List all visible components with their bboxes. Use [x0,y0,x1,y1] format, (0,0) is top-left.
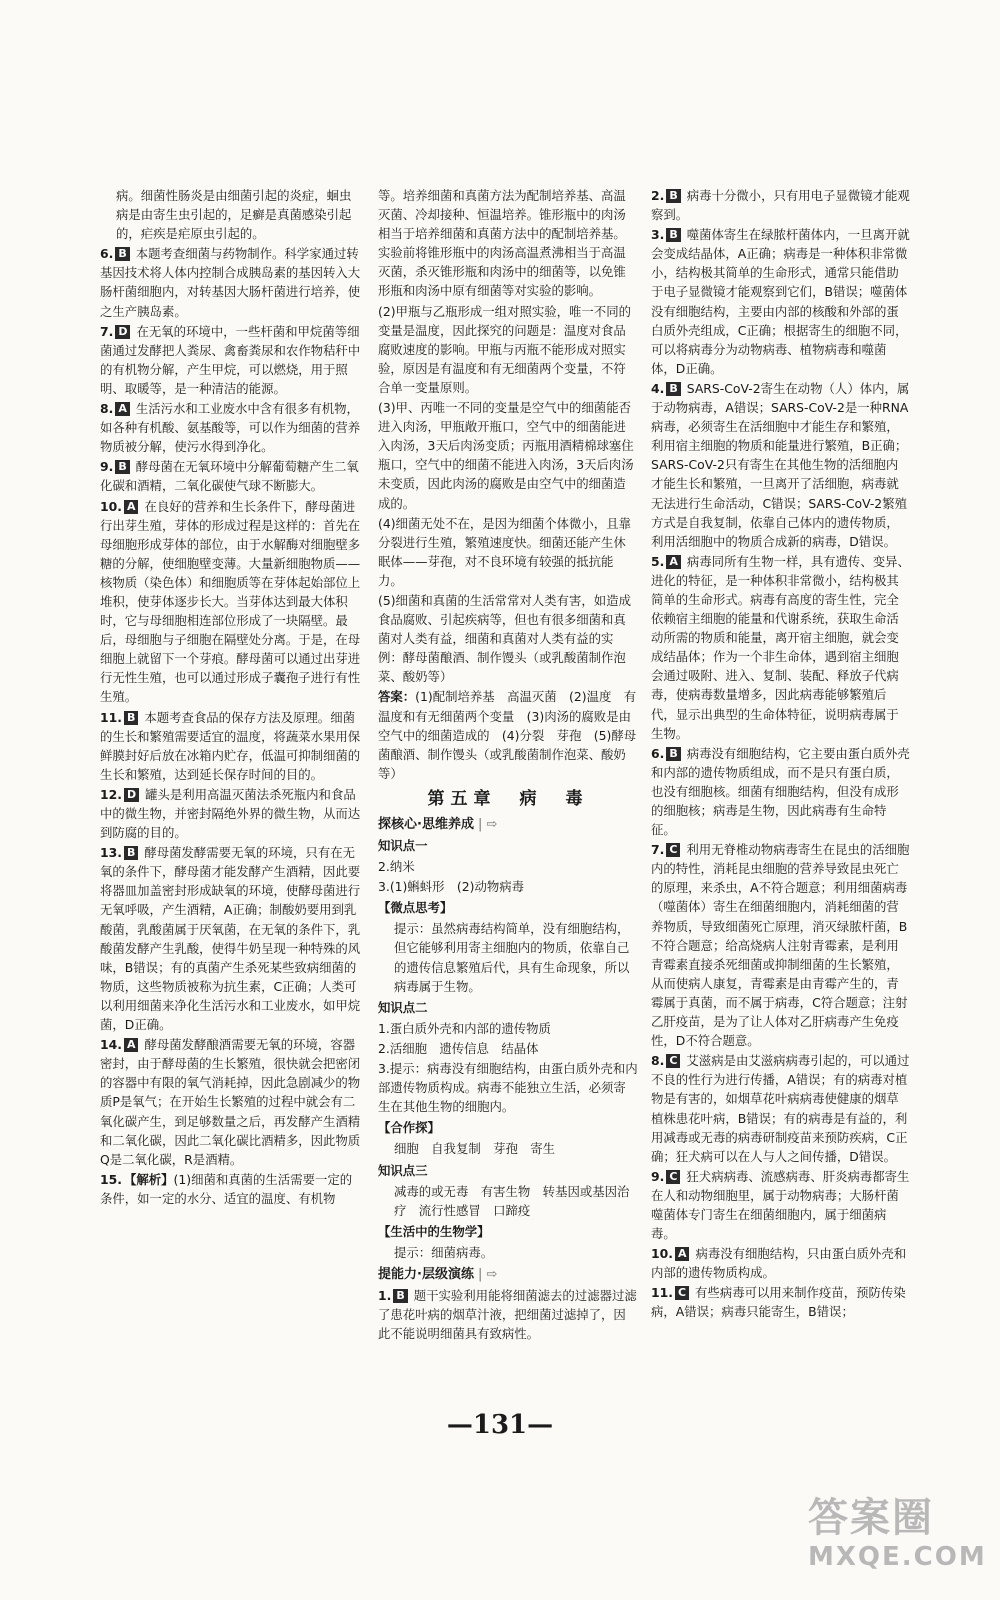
question-number: 10. [651,1246,673,1262]
answer-item [651,1167,910,1243]
answer-item [651,840,910,1050]
knowledge-point-heading: 知识点一 [378,838,428,853]
question-number: 9. [651,1168,665,1184]
section-heading-text: 探核心·思维养成 [378,816,474,832]
paragraph: 3.(1)蝌蚪形 (2)动物病毒 [378,879,525,895]
answer-item [100,708,362,784]
answer-badge: A [124,1038,139,1052]
page-number: —131— [446,1410,554,1440]
answer-badge: B [115,247,129,261]
answer-item [100,186,362,243]
answer-badge: A [115,402,130,416]
answer-item [651,744,910,839]
question-number: 8. [651,1053,665,1069]
answer-badge: B [666,189,680,203]
box-heading: 【合作探】 [378,1120,440,1136]
answer-text: 酵母菌发酵需要无氧的环境，只有在无氧的条件下，酵母菌才能发酵产生酒精，因此要将器皿加盖密封形成缺氧的环境，使酵母菌进行无氧呼吸，产生酒精，A正确；制酸奶要用到乳酸菌，乳酸菌属于厌氧菌，在无氧的条件下，乳酸菌发酵产生乳酸，使得牛奶呈现一种特殊的风味，B错误；有的真菌产生杀死某些致病细菌的物质，这些物质被称为抗生素，C正确；人类可以利用细菌来净化生活污水和工业废水，如甲烷菌，D正确。 [100,845,361,1033]
answer-item [378,1286,638,1343]
paragraph: 2.纳米 [378,859,415,875]
answer-badge: C [666,843,680,857]
answer-badge: A [666,555,681,569]
answer-text: 本题考查食品的保存方法及原理。细菌的生长和繁殖需要适宜的温度，将蔬菜水果用保鲜膜封好后放在冰箱内贮存，低温可抑制细菌的生长和繁殖，达到延长保存时间的目的。 [100,709,361,782]
answer-text: 艾滋病是由艾滋病病毒引起的，可以通过不良的性行为进行传播，A错误；有的病毒对植物是有害的，如烟草花叶病病毒使健康的烟草植株患花叶病，B错误；有的病毒是有益的，利用减毒或无毒的病毒研制疫苗来预防疾病，C正确；狂犬病可以在人与人之间传播，D错误。 [651,1053,910,1164]
answer-badge: C [675,1286,689,1300]
column-right [651,186,910,1323]
paragraph: 等。培养细菌和真菌方法为配制培养基、高温灭菌、冷却接种、恒温培养。锥形瓶中的肉汤相当于培养细菌和真菌方法中的配制培养基。实验前将锥形瓶中的肉汤高温煮沸相当于高温灭菌，杀灭锥形瓶和肉汤中的细菌等，以免锥形瓶和肉汤中原有细菌等对实验的影响。 [378,188,626,299]
answer-summary-text: (1)配制培养基 高温灭菌 (2)温度 有温度和有无细菌两个变量 (3)肉汤的腐败是由空气中的细菌造成的 (4)分裂 芽孢 (5)酵母菌酿酒、制作馒头（或乳酸菌制作泡菜、酸奶等） [378,689,637,781]
answer-text: 酵母菌在无氧环境中分解葡萄糖产生二氧化碳和酒精，二氧化碳使气球不断膨大。 [100,459,359,494]
answer-text: 利用无脊椎动物病毒寄生在昆虫的活细胞内的特性，消耗昆虫细胞的营养导致昆虫死亡的原理，来杀虫，A不符合题意；利用细菌病毒（噬菌体）寄生在细菌细胞内，消耗细菌的营养物质，导致细菌死亡原理，消灭绿脓杆菌，B不符合题意；给高烧病人注射青霉素，是利用青霉素直接杀死细菌或抑制细菌的生长繁殖，从而使病人康复，青霉素是由青霉产生的，青霉属于真菌，而不属于病毒，C符合题意；注射乙肝疫苗，是为了让人体对乙肝病毒产生免疫性，D不符合题意。 [651,842,910,1049]
answer-item [100,457,362,495]
answer-item [651,186,910,224]
arrow-icon: | ⇨ [477,1266,498,1282]
paragraph: 3.提示：病毒没有细胞结构，由蛋白质外壳和内部遗传物质构成。病毒不能独立生活，必须寄生在其他生物的细胞内。 [378,1061,638,1115]
box-heading: 【微点思考】 [378,900,453,916]
answer-item [651,1283,910,1321]
column-middle [378,186,638,1344]
answer-text: SARS-CoV-2寄生在动物（人）体内，属于动物病毒，A错误；SARS-CoV-2是一种RNA病毒，必须寄生在活细胞中才能生存和繁殖，利用宿主细胞的物质和能量进行繁殖，B正确；SARS-CoV-2只有寄生在其他生物的活细胞内才能生长和繁殖，一旦离开了活细胞，病毒就无法进行生命活动，C错误；SARS-CoV-2繁殖方式是自我复制，依靠自己体内的遗传物质，利用活细胞中的物质合成新的病毒，D错误。 [651,380,910,549]
answer-item [100,399,362,456]
watermark-url: MXQE.COM [808,1542,987,1572]
answer-item [651,1051,910,1166]
column-left [100,186,362,1209]
answer-text: 题干实验利用能将细菌滤去的过滤器过滤了患花叶病的烟草汁液，把细菌过滤掉了，因此不能说明细菌具有致病性。 [378,1288,637,1342]
answer-item [100,244,362,320]
question-number: 8. [100,401,114,417]
answer-text: 生活污水和工业废水中含有很多有机物，如各种有机酸、氨基酸等，可以作为细菌的营养物质被分解，使污水得到净化。 [100,401,361,455]
question-number: 5. [651,553,665,569]
box-heading: 【生活中的生物学】 [378,1223,490,1239]
paragraph: (2)甲瓶与乙瓶形成一组对照实验，唯一不同的变量是温度，因此探究的问题是：温度对食品腐败速度的影响。甲瓶与丙瓶不能形成对照实验，原因是有温度和有无细菌两个变量，不符合单一变量原则。 [378,303,631,395]
paragraph: 1.蛋白质外壳和内部的遗传物质 [378,1020,551,1036]
paragraph: 提示：虽然病毒结构简单，没有细胞结构，但它能够利用寄主细胞内的物质，依靠自己的遗传信息繁殖后代，具有生命现象，所以病毒属于生物。 [394,921,630,994]
answer-text: 病毒十分微小，只有用电子显微镜才能观察到。 [651,188,910,223]
answer-badge: C [666,1170,680,1184]
question-number: 11. [651,1285,673,1301]
paragraph: (3)甲、丙唯一不同的变量是空气中的细菌能否进入肉汤，甲瓶敞开瓶口，空气中的细菌能进入肉汤，3天后肉汤变质；丙瓶用酒精棉球塞住瓶口，空气中的细菌不能进入肉汤，3天后肉汤未变质，因此肉汤的腐败是由空气中的细菌造成的。 [378,400,634,511]
knowledge-point-heading: 知识点三 [378,1162,428,1178]
question-number: 7. [651,842,665,858]
answer-item [100,322,362,398]
answer-item [651,225,910,378]
answer-text: 在良好的营养和生长条件下，酵母菌进行出芽生殖，芽体的形成过程是这样的：首先在母细胞形成芽体的部位，由于水解酶对细胞壁多糖的分解，使细胞壁变薄。大量新细胞物质——核物质（染色体）和细胞质等在芽体起始部位上堆积，使芽体逐步长大。当芽体达到最大体积时，它与母细胞相连部位形成了一块隔壁。最后，母细胞与子细胞在隔壁处分离。于是，在母细胞上就留下一个芽痕。酵母菌可以通过出芽进行无性生殖，也可以通过形成子囊孢子进行有性生殖。 [100,498,361,705]
answer-item [651,552,910,743]
answer-badge: B [666,747,680,761]
answer-badge: B [115,460,129,474]
answer-badge: C [666,1054,680,1068]
answer-item [100,497,362,707]
paragraph: (5)细菌和真菌的生活常常对人类有害，如造成食品腐败、引起疾病等，但也有很多细菌和真菌对人类有益，细菌和真菌对人类有益的实例：酵母菌酿酒、制作馒头（或乳酸菌制作泡菜、酸奶等） [378,592,631,685]
analysis-tag: 【解析】 [123,1171,174,1187]
question-number: 6. [100,246,114,262]
answer-badge: B [124,711,138,725]
answer-text: 罐头是利用高温灭菌法杀死瓶内和食品中的微生物，并密封隔绝外界的微生物，从而达到防腐的目的。 [100,786,361,841]
answer-badge: B [666,382,680,396]
answer-text: 病。细菌性肠炎是由细菌引起的炎症，蛔虫病是由寄生虫引起的，足癣是真菌感染引起的，疟疾是疟原虫引起的。 [116,188,352,242]
answer-item [651,379,910,551]
answer-label: 答案： [378,689,416,705]
answer-badge: B [666,228,680,242]
answer-text: 病毒同所有生物一样，具有遗传、变异、进化的特征，是一种体积非常微小，结构极其简单的生命形式。病毒有高度的寄生性，完全依赖宿主细胞的能量和代谢系统，获取生命活动所需的物质和能量，离开宿主细胞，就会变成结晶体；作为一个非生命体，遇到宿主细胞会通过吸附、进入、复制、装配、释放子代病毒，使病毒数量增多，因此病毒能够繁殖后代，显示出典型的生命体特征，说明病毒属于生物。 [651,553,910,741]
chapter-title: 第五章 病 毒 [427,788,589,809]
answer-text: 本题考查细菌与药物制作。科学家通过转基因技术将人体内控制合成胰岛素的基因转入大肠杆菌细胞内，对转基因大肠杆菌进行培养，使之生产胰岛素。 [100,246,361,319]
answer-badge: A [124,500,139,514]
answer-text: 在无氧的环境中，一些杆菌和甲烷菌等细菌通过发酵把人粪尿、禽畜粪尿和农作物秸秆中的有机物分解，产生甲烷，可以燃烧，用于照明、取暖等，是一种清洁的能源。 [100,323,361,396]
answer-badge: B [393,1289,407,1303]
question-number: 4. [651,380,665,396]
question-number: 14. [100,1037,122,1053]
section-heading [378,1265,638,1284]
answer-item [100,785,362,842]
answer-badge: D [124,788,139,802]
question-number: 15. [100,1171,122,1187]
answer-summary [378,687,638,782]
answer-badge: D [115,325,130,339]
answer-text: 噬菌体寄生在绿脓杆菌体内，一旦离开就会变成结晶体，A正确；病毒是一种体积非常微小，结构极其简单的生命形式，通常只能借助于电子显微镜才能观察到它们，B错误；噬菌体没有细胞结构，主要由内部的核酸和外部的蛋白质外壳组成，C正确；根据寄生的细胞不同，可以将病毒分为动物病毒、植物病毒和噬菌体，D正确。 [651,227,910,376]
question-number: 2. [651,188,665,203]
answer-text: 病毒没有细胞结构，只由蛋白质外壳和内部的遗传物质构成。 [651,1246,907,1281]
paragraph: (4)细菌无处不在，是因为细菌个体微小，且靠分裂进行生殖，繁殖速度快。细菌还能产生休眠体——芽孢，对不良环境有较强的抵抗能力。 [378,515,631,588]
paragraph: 细胞 自我复制 芽孢 寄生 [394,1141,556,1157]
question-number: 10. [100,498,122,514]
knowledge-point-heading: 知识点二 [378,999,428,1015]
section-heading [378,815,638,834]
answer-item [100,1035,362,1169]
answer-item [100,843,362,1034]
arrow-icon: | ⇨ [477,816,498,832]
watermark-title: 答案圈 [808,1495,934,1541]
question-number: 12. [100,786,122,802]
answer-text: 病毒没有细胞结构，它主要由蛋白质外壳和内部的遗传物质组成，而不是只有蛋白质，也没有细胞核。细菌有细胞结构，但没有成形的细胞核；病毒是生物，因此病毒有生命特征。 [651,745,910,838]
section-heading-text: 提能力·层级演练 [378,1266,474,1282]
answer-badge: B [124,846,138,860]
answer-text: 有些病毒可以用来制作疫苗，预防传染病，A错误；病毒只能寄生，B错误； [651,1285,906,1320]
answer-text: 狂犬病病毒、流感病毒、肝炎病毒都寄生在人和动物细胞里，属于动物病毒；大肠杆菌噬菌体专门寄生在细菌细胞内，属于细菌病毒。 [651,1168,910,1242]
paragraph: 2.活细胞 遗传信息 结晶体 [378,1040,539,1056]
question-number: 3. [651,227,665,243]
question-number: 13. [100,845,122,861]
question-number: 6. [651,745,665,761]
answer-text: (1)细菌和真菌的生活需要一定的条件，如一定的水分、适宜的温度、有机物 [100,1171,353,1206]
answer-text: 酵母菌发酵酿酒需要无氧的环境，容器密封，由于酵母菌的生长繁殖，很快就会把密闭的容器中有限的氧气消耗掉，因此急剧减少的物质P是氧气；在开始生长繁殖的过程中就会有二氧化碳产生，到足够数量之后，再发酵产生酒精和二氧化碳，因此二氧化碳比酒精多，因此物质Q是二氧化碳，R是酒精。 [100,1037,361,1167]
answer-badge: A [675,1247,690,1261]
question-number: 9. [100,459,114,475]
paragraph: 减毒的或无毒 有害生物 转基因或基因治疗 流行性感冒 口蹄疫 [394,1183,630,1218]
question-number: 7. [100,323,114,339]
paragraph: 提示：细菌病毒。 [394,1244,494,1260]
site-watermark [808,1494,987,1590]
answer-item [100,1170,362,1208]
answer-item [651,1244,910,1282]
question-number: 1. [378,1288,392,1304]
question-number: 11. [100,709,122,725]
